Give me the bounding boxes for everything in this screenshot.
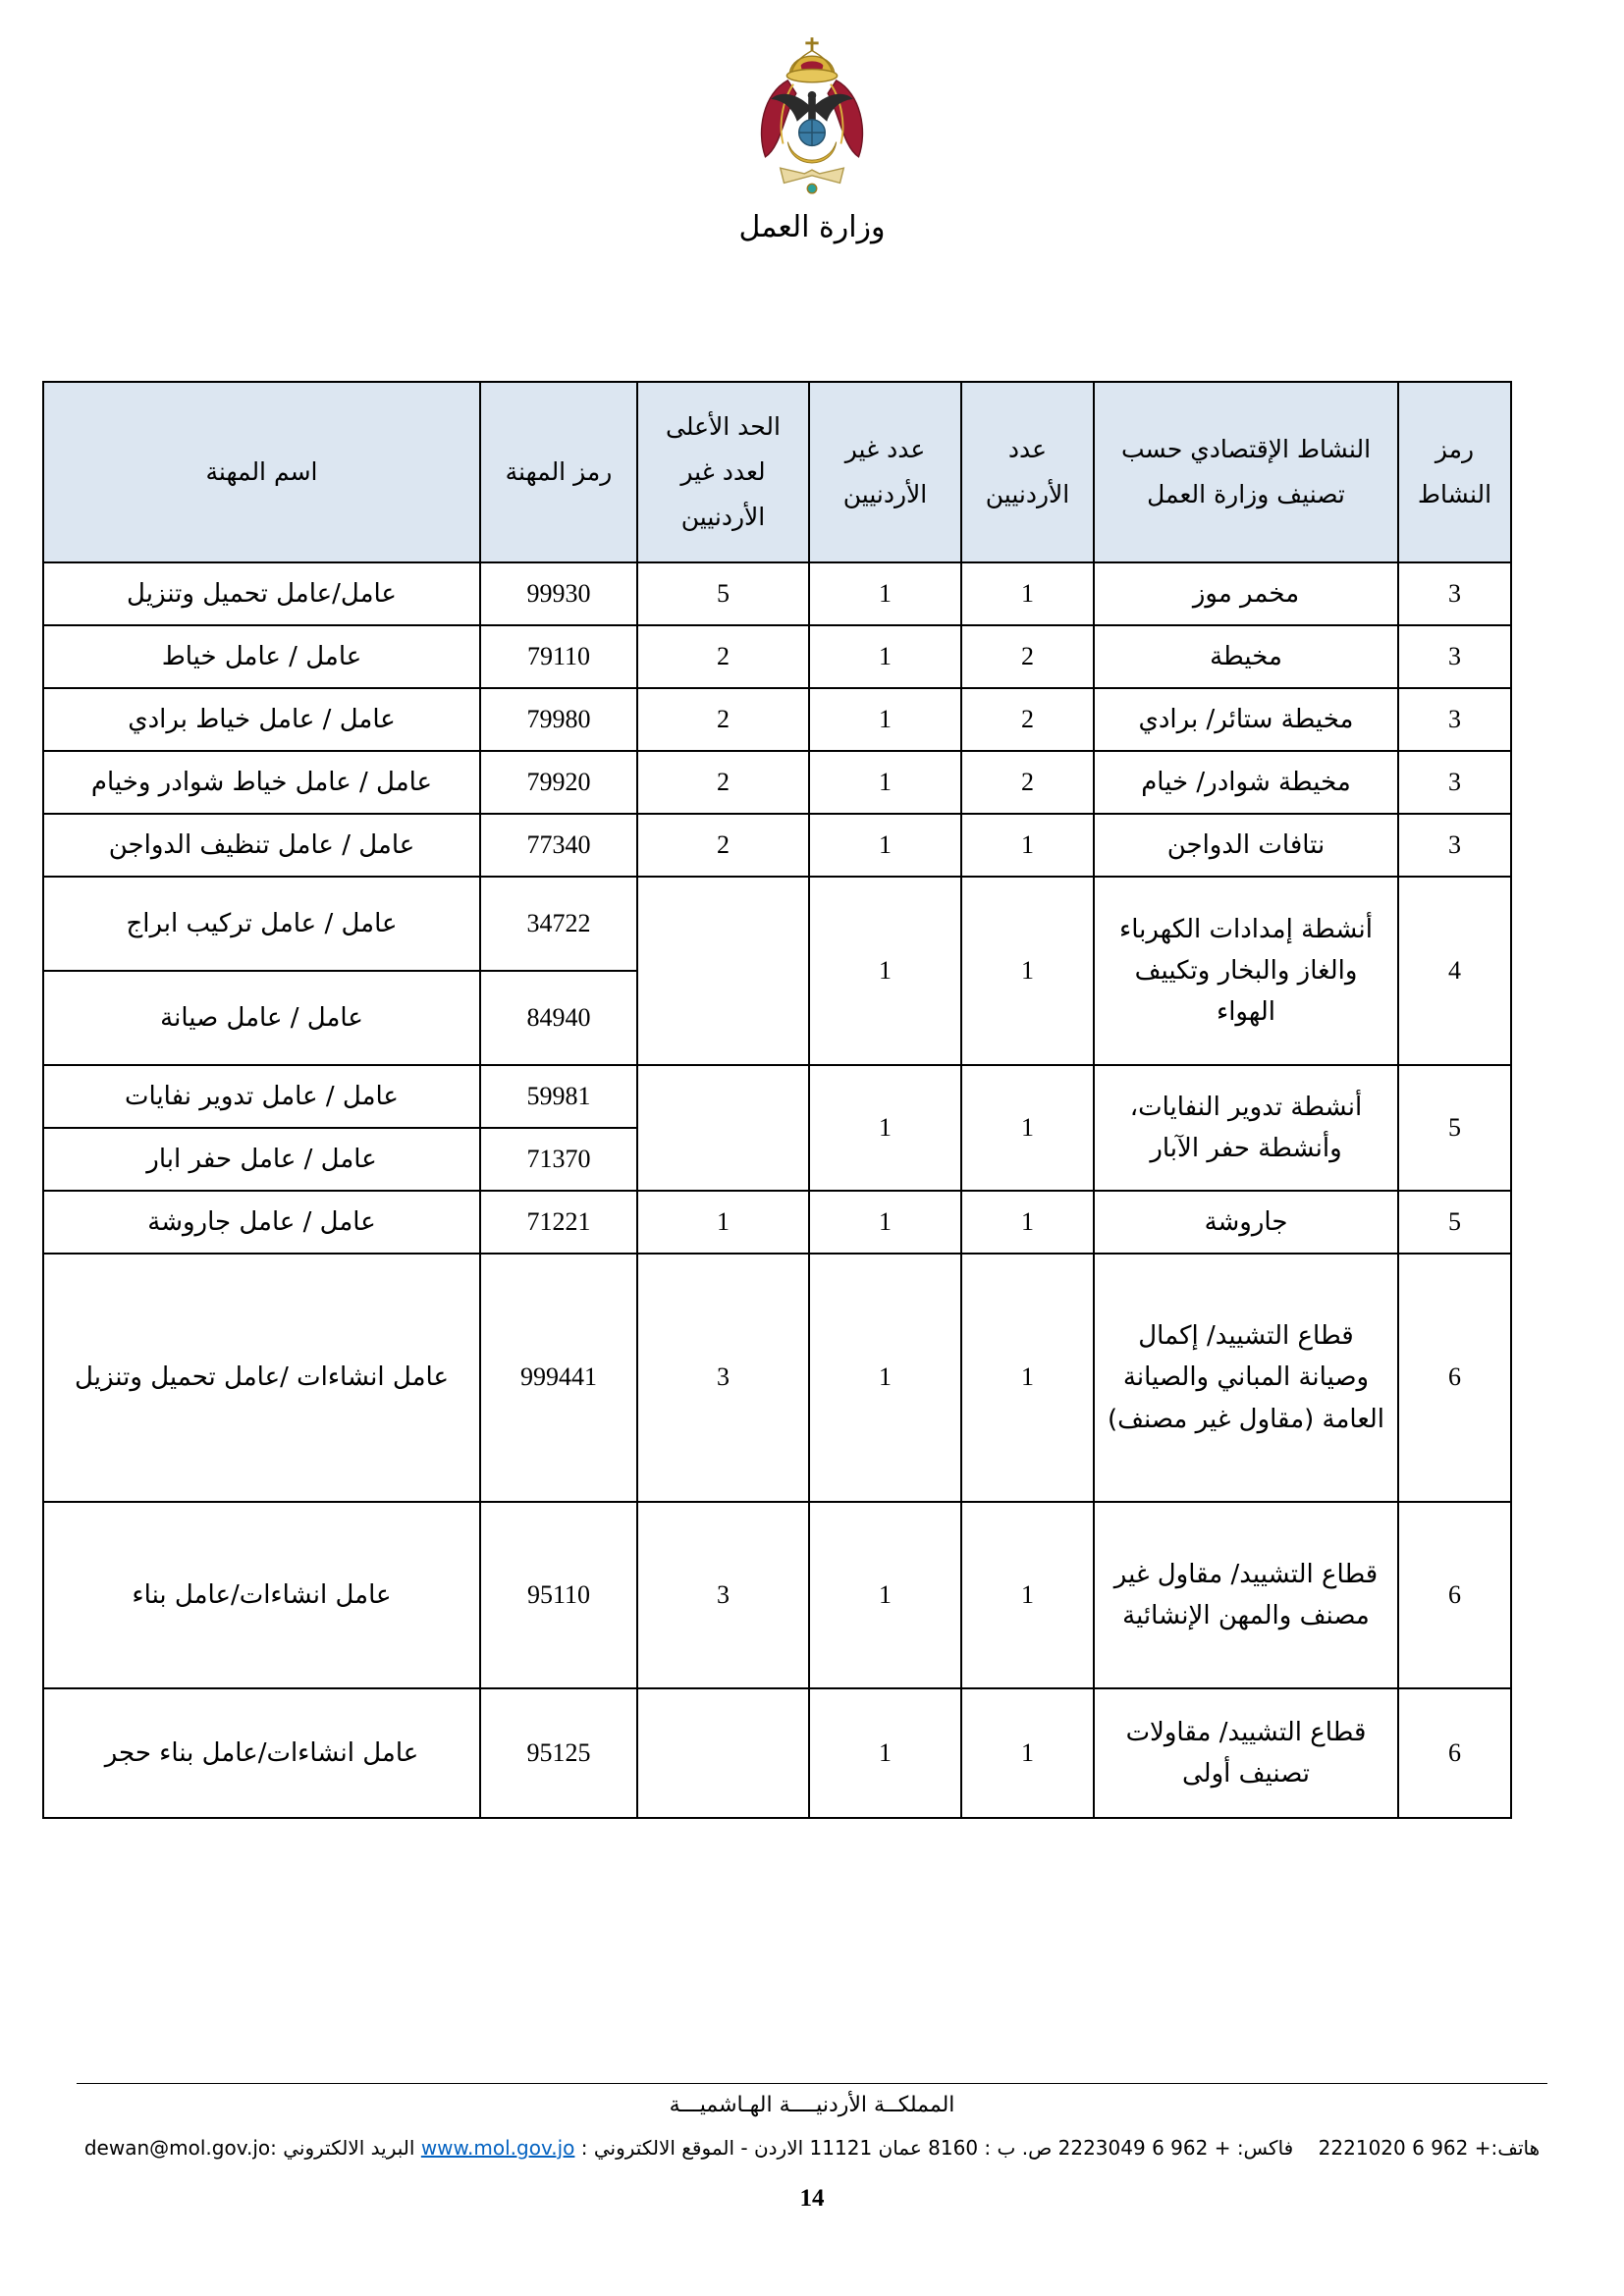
activity-code-cell: 3 — [1398, 688, 1511, 751]
activity-code-cell: 5 — [1398, 1065, 1511, 1191]
non-jordanians-count-cell: 1 — [809, 1065, 961, 1191]
activity-code-cell: 6 — [1398, 1688, 1511, 1818]
kingdom-title: المملكــة الأردنيــــة الهـاشميـــة — [669, 2093, 955, 2117]
non-jordanians-count-cell: 1 — [809, 625, 961, 688]
economic-activity-cell: مخمر موز — [1094, 562, 1398, 625]
non-jordanians-count-cell: 1 — [809, 1191, 961, 1254]
economic-activity-cell: مخيطة شوادر/ خيام — [1094, 751, 1398, 814]
occupation-code-cell: 95125 — [480, 1688, 637, 1818]
table-row — [43, 562, 1511, 625]
non-jordanians-count-cell: 1 — [809, 1502, 961, 1688]
economic-activity-cell: نتافات الدواجن — [1094, 814, 1398, 877]
economic-activity-cell: مخيطة — [1094, 625, 1398, 688]
occupation-code-cell: 71370 — [480, 1128, 637, 1191]
occupation-name-cell: عامل / عامل صيانة — [43, 971, 480, 1065]
activity-code-cell: 4 — [1398, 877, 1511, 1065]
max-non-jordanians-cell: 3 — [637, 1502, 809, 1688]
jordanians-count-cell: 1 — [961, 562, 1094, 625]
economic-activity-cell: جاروشة — [1094, 1191, 1398, 1254]
jordanians-count-cell: 1 — [961, 1065, 1094, 1191]
max-non-jordanians-cell — [637, 877, 809, 1065]
website-link[interactable]: www.mol.gov.jo — [420, 2136, 575, 2160]
activity-code-cell: 6 — [1398, 1254, 1511, 1502]
occupation-code-cell: 71221 — [480, 1191, 637, 1254]
header-activity-code: رمز النشاط — [1398, 382, 1511, 562]
economic-activity-cell: أنشطة تدوير النفايات، وأنشطة حفر الآبار — [1094, 1065, 1398, 1191]
activity-code-cell: 3 — [1398, 751, 1511, 814]
jordanians-count-cell: 2 — [961, 625, 1094, 688]
table-row — [43, 688, 1511, 751]
email-address: dewan@mol.gov.jo — [83, 2136, 271, 2160]
occupation-code-cell: 59981 — [480, 1065, 637, 1128]
table-row — [43, 1254, 1511, 1502]
occupation-name-cell: عامل انشاءات /عامل تحميل وتنزيل — [43, 1254, 480, 1502]
activity-code-cell: 3 — [1398, 562, 1511, 625]
table-row — [43, 1191, 1511, 1254]
non-jordanians-count-cell: 1 — [809, 1688, 961, 1818]
occupation-code-cell: 999441 — [480, 1254, 637, 1502]
header-max-non-jordanians: الحد الأعلى لعدد غير الأردنيين — [637, 382, 809, 562]
occupation-name-cell: عامل / عامل تركيب ابراج — [43, 877, 480, 971]
max-non-jordanians-cell: 2 — [637, 688, 809, 751]
occupation-name-cell: عامل / عامل خياط برادي — [43, 688, 480, 751]
occupation-name-cell: عامل/عامل تحميل وتنزيل — [43, 562, 480, 625]
occupation-code-cell: 95110 — [480, 1502, 637, 1688]
occupation-name-cell: عامل انشاءات/عامل بناء حجر — [43, 1688, 480, 1818]
header-non-jordanians-count: عدد غير الأردنيين — [809, 382, 961, 562]
occupation-code-cell: 79980 — [480, 688, 637, 751]
jordanians-count-cell: 1 — [961, 877, 1094, 1065]
header-logo-area — [0, 33, 1624, 202]
non-jordanians-count-cell: 1 — [809, 877, 961, 1065]
max-non-jordanians-cell: 1 — [637, 1191, 809, 1254]
activity-code-cell: 6 — [1398, 1502, 1511, 1688]
table-row — [43, 1065, 1511, 1128]
max-non-jordanians-cell: 2 — [637, 814, 809, 877]
table-header-row — [43, 382, 1511, 562]
economic-activity-cell: قطاع التشييد/ مقاول غير مصنف والمهن الإنشائية — [1094, 1502, 1398, 1688]
occupation-name-cell: عامل / عامل حفر ابار — [43, 1128, 480, 1191]
jordanians-count-cell: 1 — [961, 1191, 1094, 1254]
contact-phone-fax-text: هاتف:+ 962 6 2221020 فاكس: + 962 6 2223049 ص. ب : 8160 عمان 11121 الاردن - الموقع الالكتروني : — [574, 2136, 1541, 2160]
occupation-code-cell: 79920 — [480, 751, 637, 814]
occupation-name-cell: عامل / عامل تنظيف الدواجن — [43, 814, 480, 877]
activity-code-cell: 5 — [1398, 1191, 1511, 1254]
max-non-jordanians-cell: 2 — [637, 625, 809, 688]
table-row — [43, 814, 1511, 877]
occupations-table-section — [44, 381, 1512, 1819]
table-row — [43, 625, 1511, 688]
jordanians-count-cell: 1 — [961, 1502, 1094, 1688]
max-non-jordanians-cell: 2 — [637, 751, 809, 814]
non-jordanians-count-cell: 1 — [809, 751, 961, 814]
ministry-title: وزارة العمل — [738, 210, 886, 244]
occupation-name-cell: عامل انشاءات/عامل بناء — [43, 1502, 480, 1688]
non-jordanians-count-cell: 1 — [809, 688, 961, 751]
max-non-jordanians-cell — [637, 1688, 809, 1818]
occupation-code-cell: 77340 — [480, 814, 637, 877]
economic-activity-cell: أنشطة إمدادات الكهرباء والغاز والبخار وتكييف الهواء — [1094, 877, 1398, 1065]
jordan-coat-of-arms-icon — [737, 33, 887, 198]
jordanians-count-cell: 1 — [961, 1688, 1094, 1818]
economic-activity-cell: قطاع التشييد/ إكمال وصيانة المباني والصيانة العامة (مقاول غير مصنف) — [1094, 1254, 1398, 1502]
non-jordanians-count-cell: 1 — [809, 562, 961, 625]
occupation-name-cell: عامل / عامل خياط شوادر وخيام — [43, 751, 480, 814]
occupation-code-cell: 84940 — [480, 971, 637, 1065]
economic-activity-cell: قطاع التشييد/ مقاولات تصنيف أولى — [1094, 1688, 1398, 1818]
page-number: 14 — [799, 2185, 825, 2212]
jordanians-count-cell: 1 — [961, 814, 1094, 877]
table-row — [43, 751, 1511, 814]
jordanians-count-cell: 2 — [961, 688, 1094, 751]
occupations-table — [42, 381, 1512, 1819]
occupation-code-cell: 79110 — [480, 625, 637, 688]
jordanians-count-cell: 2 — [961, 751, 1094, 814]
occupation-code-cell: 99930 — [480, 562, 637, 625]
table-row — [43, 1502, 1511, 1688]
economic-activity-cell: مخيطة ستائر/ برادي — [1094, 688, 1398, 751]
activity-code-cell: 3 — [1398, 814, 1511, 877]
max-non-jordanians-cell: 5 — [637, 562, 809, 625]
activity-code-cell: 3 — [1398, 625, 1511, 688]
occupation-name-cell: عامل / عامل تدوير نفايات — [43, 1065, 480, 1128]
header-occupation-name: اسم المهنة — [43, 382, 480, 562]
non-jordanians-count-cell: 1 — [809, 814, 961, 877]
email-label: البريد الالكتروني : — [270, 2136, 421, 2160]
occupation-name-cell: عامل / عامل جاروشة — [43, 1191, 480, 1254]
non-jordanians-count-cell: 1 — [809, 1254, 961, 1502]
header-occupation-code: رمز المهنة — [480, 382, 637, 562]
max-non-jordanians-cell — [637, 1065, 809, 1191]
footer-contact-line — [0, 2136, 1624, 2160]
jordanians-count-cell: 1 — [961, 1254, 1094, 1502]
table-row — [43, 877, 1511, 971]
table-row — [43, 1688, 1511, 1818]
max-non-jordanians-cell: 3 — [637, 1254, 809, 1502]
occupation-name-cell: عامل / عامل خياط — [43, 625, 480, 688]
header-economic-activity: النشاط الإقتصادي حسب تصنيف وزارة العمل — [1094, 382, 1398, 562]
header-jordanians-count: عدد الأردنيين — [961, 382, 1094, 562]
occupation-code-cell: 34722 — [480, 877, 637, 971]
footer-divider — [77, 2083, 1547, 2084]
